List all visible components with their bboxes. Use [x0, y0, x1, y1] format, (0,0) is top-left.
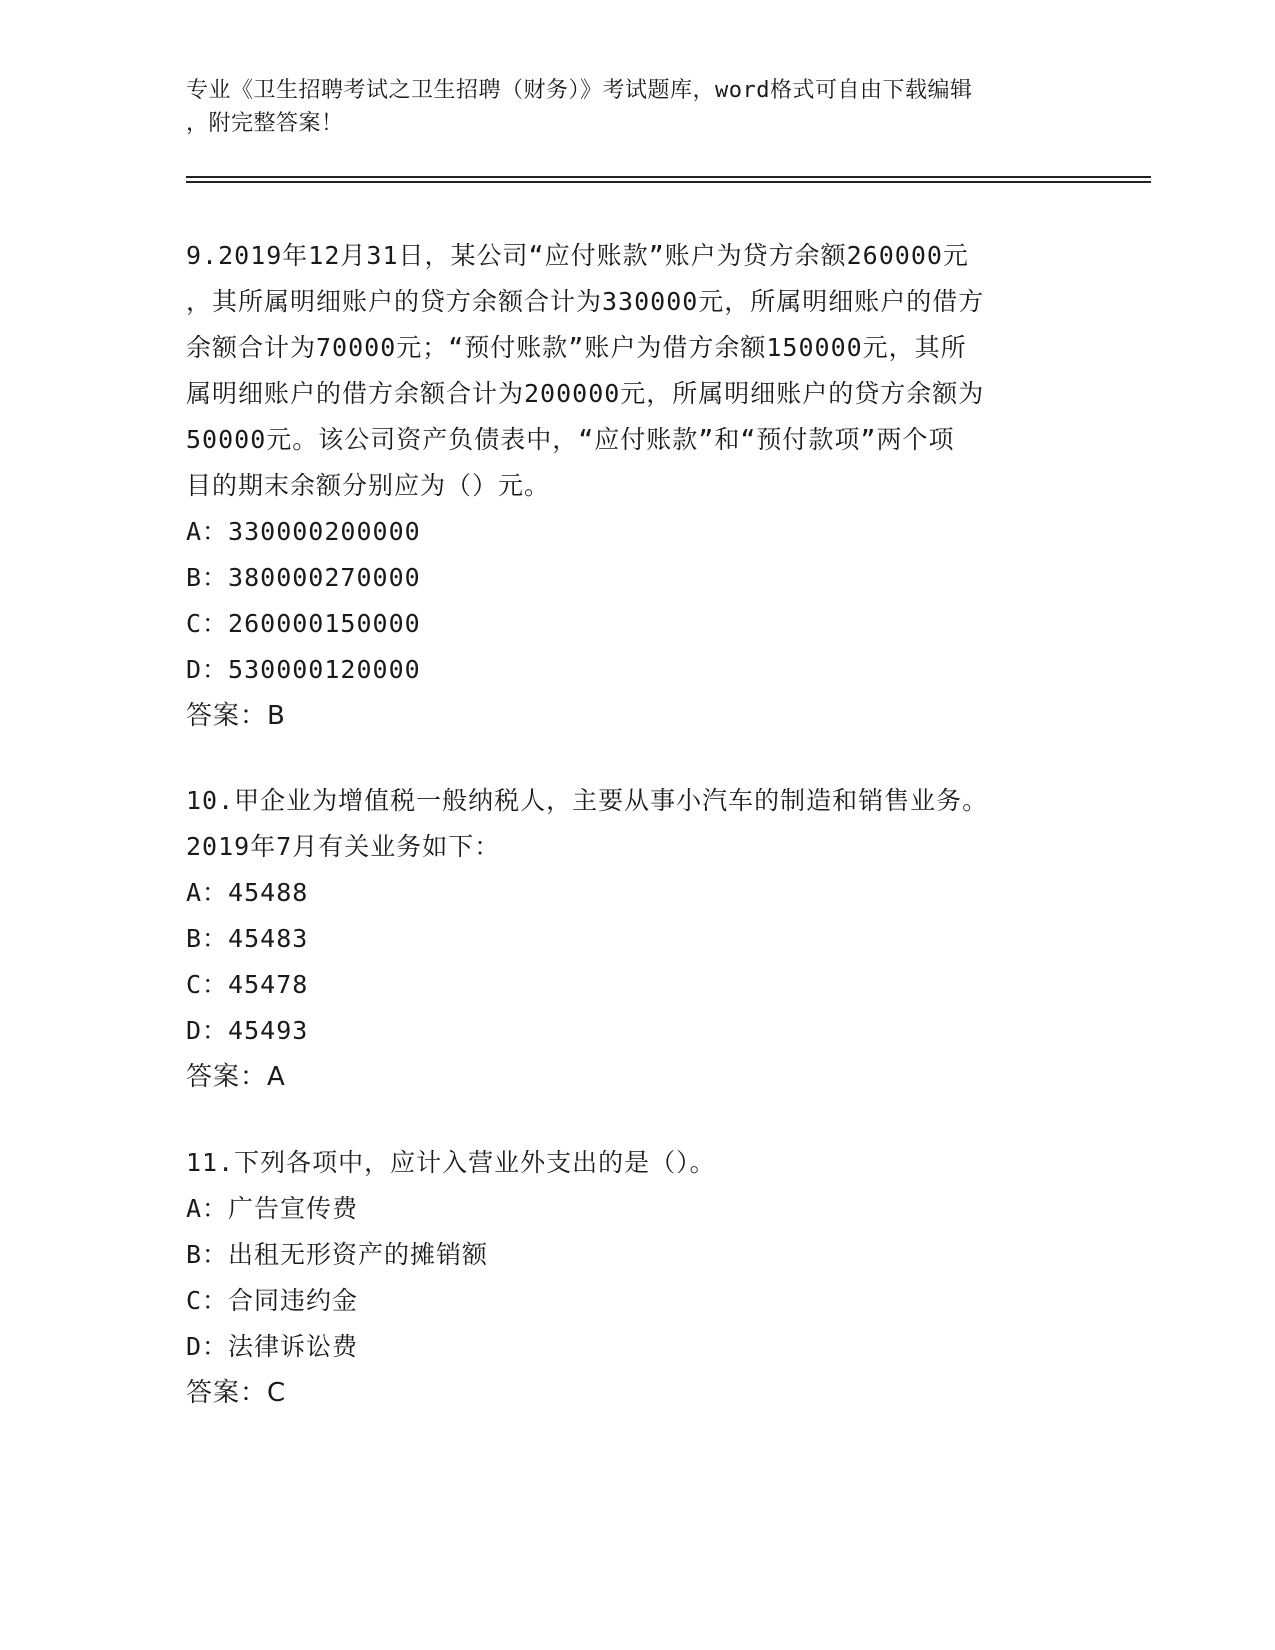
document-header: [186, 74, 1066, 140]
question-text-line: 9.2019年12月31日，某公司“应付账款”账户为贷方余额260000元: [186, 241, 969, 270]
option-b: B：45483: [186, 924, 309, 953]
question-text-line: 余额合计为70000元；“预付账款”账户为借方余额150000元，其所: [186, 333, 967, 362]
question-text-line: 10.甲企业为增值税一般纳税人，主要从事小汽车的制造和销售业务。: [186, 786, 989, 815]
header-divider-bottom: [186, 181, 1151, 183]
question-text-line: 属明细账户的借方余额合计为200000元，所属明细账户的贷方余额为: [186, 379, 985, 408]
option-c: C：合同违约金: [186, 1286, 359, 1315]
question-11: [186, 1140, 1086, 1416]
question-text-line: ，其所属明细账户的贷方余额合计为330000元，所属明细账户的借方: [186, 287, 985, 316]
question-9: [186, 233, 1086, 739]
answer-label: 答案：A: [186, 1062, 286, 1092]
option-d: D：45493: [186, 1016, 309, 1045]
option-a: A：330000200000: [186, 517, 421, 546]
header-line: ，附完整答案！: [186, 111, 344, 136]
question-text-line: 50000元。该公司资产负债表中，“应付账款”和“预付款项”两个项: [186, 425, 955, 454]
answer-label: 答案：C: [186, 1378, 287, 1408]
header-divider-top: [186, 176, 1151, 178]
option-d: D：530000120000: [186, 655, 421, 684]
option-c: C：260000150000: [186, 609, 421, 638]
option-b: B：380000270000: [186, 563, 421, 592]
option-b: B：出租无形资产的摊销额: [186, 1240, 489, 1269]
option-a: A：广告宣传费: [186, 1194, 359, 1223]
option-d: D：法律诉讼费: [186, 1332, 359, 1361]
option-a: A：45488: [186, 878, 309, 907]
answer-label: 答案：B: [186, 701, 286, 731]
header-line: 专业《卫生招聘考试之卫生招聘（财务）》考试题库，word格式可自由下载编辑: [186, 78, 973, 103]
question-text-line: 2019年7月有关业务如下：: [186, 832, 501, 861]
question-text-line: 11.下列各项中，应计入营业外支出的是（）。: [186, 1148, 716, 1177]
question-text-line: 目的期末余额分别应为（）元。: [186, 471, 551, 500]
option-c: C：45478: [186, 970, 309, 999]
question-10: [186, 778, 1086, 1100]
